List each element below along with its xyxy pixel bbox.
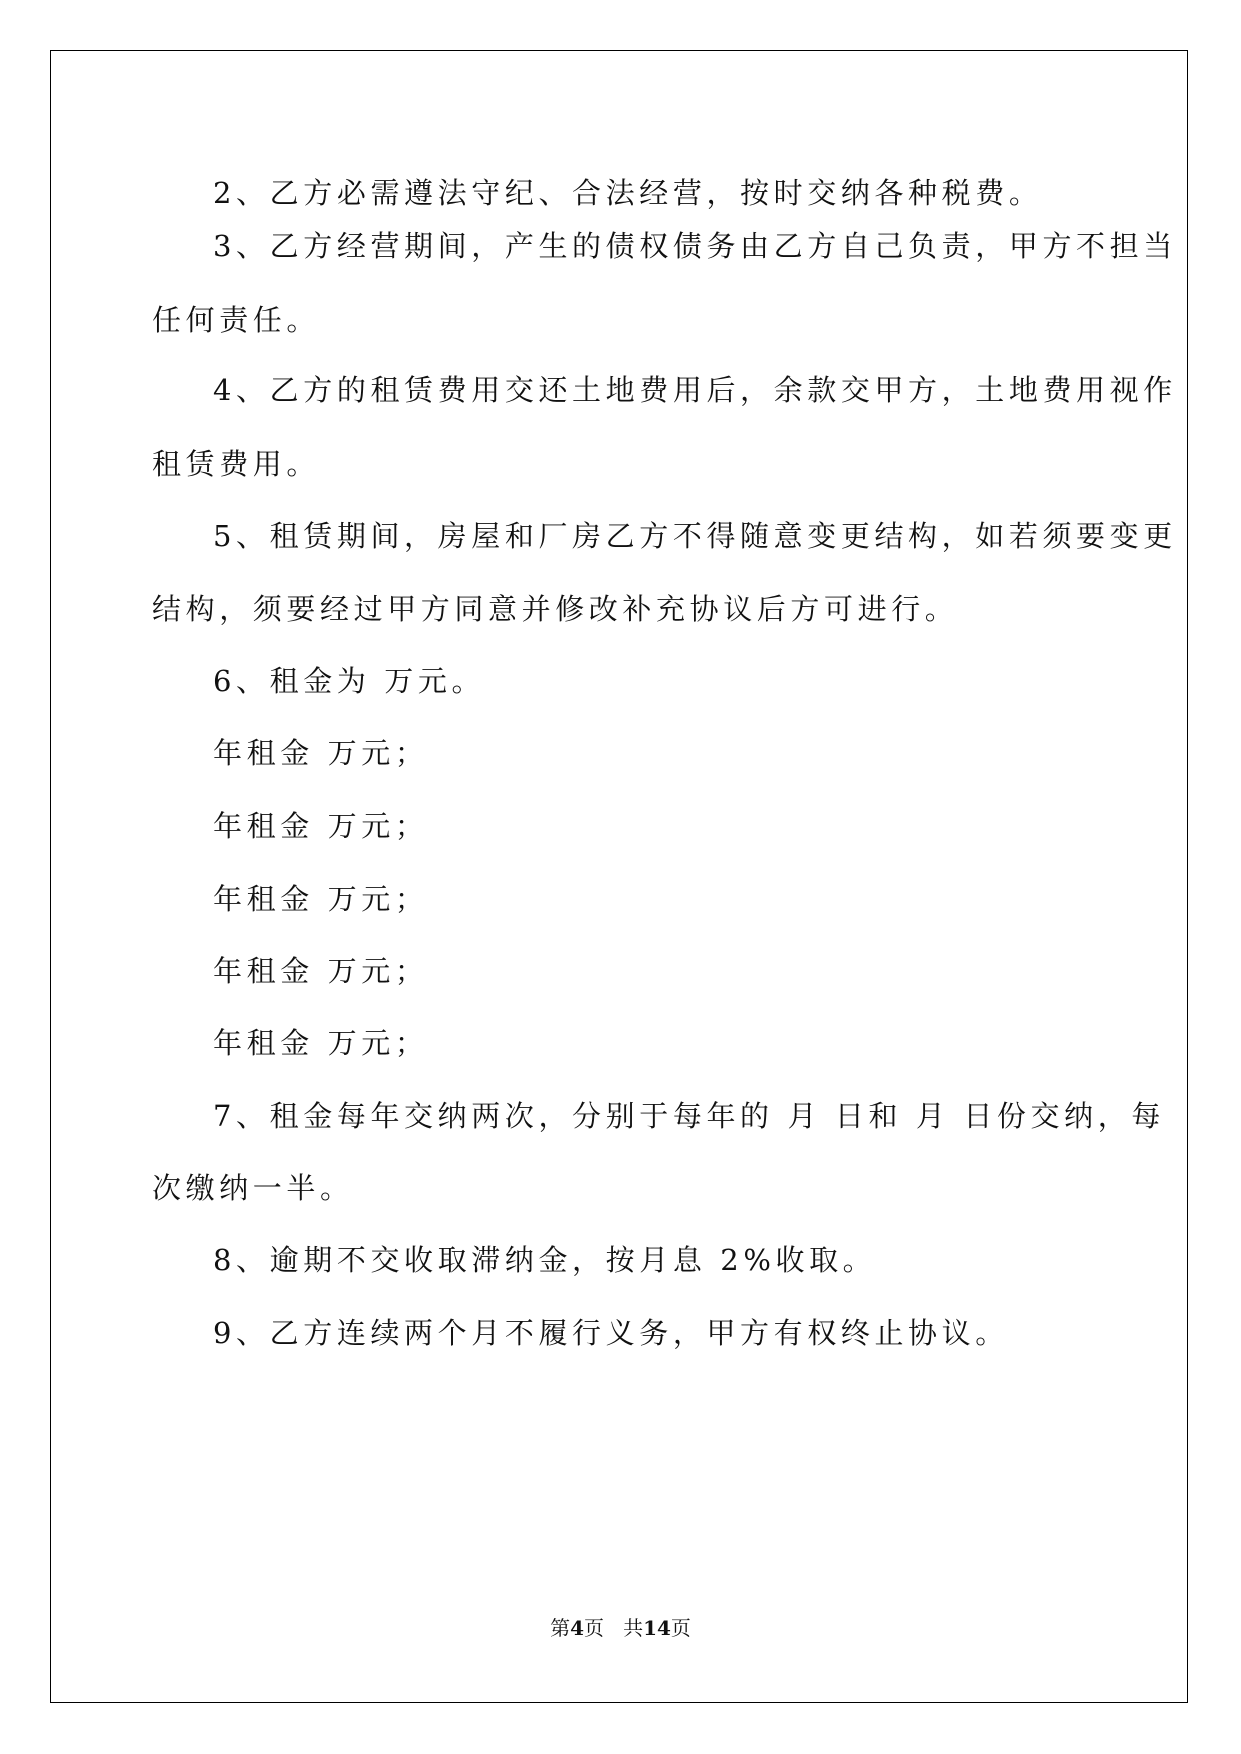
clause-9: 9、乙方连续两个月不履行义务，甲方有权终止协议。 — [213, 1316, 1009, 1350]
page-border — [50, 50, 1188, 1703]
annual-rent-line: 年租金 万元； — [213, 1026, 429, 1060]
clause-4-line-1: 4、乙方的租赁费用交还土地费用后，余款交甲方，土地费用视作 — [213, 373, 1177, 407]
clause-5-line-1: 5、租赁期间，房屋和厂房乙方不得随意变更结构，如若须要变更 — [213, 519, 1177, 553]
page-footer — [0, 1612, 1241, 1641]
footer-suffix: 页 — [670, 1616, 691, 1640]
footer-prefix: 第 — [550, 1616, 571, 1640]
annual-rent-line: 年租金 万元； — [213, 954, 429, 988]
clause-5-line-2: 结构，须要经过甲方同意并修改补充协议后方可进行。 — [152, 592, 959, 626]
total-page-number: 14 — [643, 1616, 671, 1640]
clause-3-line-2: 任何责任。 — [152, 303, 321, 337]
annual-rent-line: 年租金 万元； — [213, 882, 429, 916]
clause-4-line-2: 租赁费用。 — [152, 447, 321, 481]
footer-mid: 页 共 — [584, 1616, 644, 1640]
clause-2: 2、乙方必需遵法守纪、合法经营，按时交纳各种税费。 — [213, 176, 1043, 210]
clause-6: 6、租金为 万元。 — [213, 664, 486, 698]
current-page-number: 4 — [570, 1616, 584, 1640]
annual-rent-line: 年租金 万元； — [213, 809, 429, 843]
clause-8: 8、逾期不交收取滞纳金，按月息 2%收取。 — [213, 1243, 877, 1277]
annual-rent-line: 年租金 万元； — [213, 736, 429, 770]
clause-7-line-2: 次缴纳一半。 — [152, 1171, 354, 1205]
clause-3-line-1: 3、乙方经营期间，产生的债权债务由乙方自己负责，甲方不担当 — [213, 229, 1177, 263]
clause-7-line-1: 7、租金每年交纳两次，分别于每年的 月 日和 月 日份交纳，每 — [213, 1099, 1165, 1133]
